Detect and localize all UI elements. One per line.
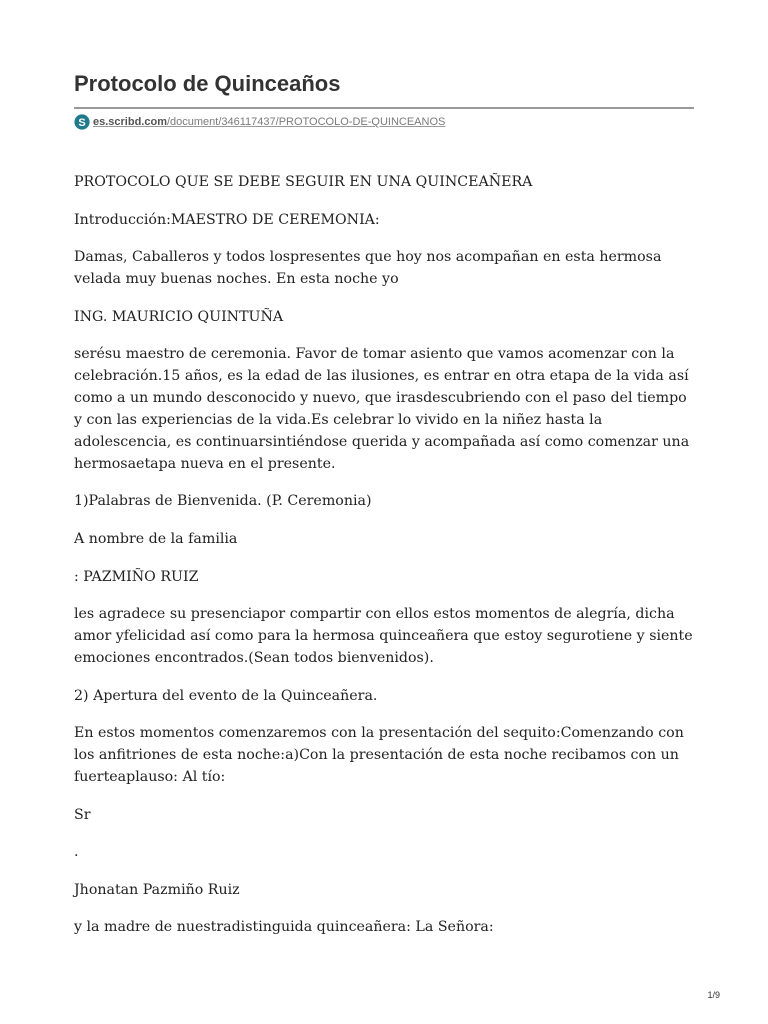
paragraph: y la madre de nuestradistinguida quinceañera: La Señora: xyxy=(74,919,494,936)
paragraph: : PAZMIÑO RUIZ xyxy=(74,568,199,585)
source-line xyxy=(74,113,445,131)
paragraph: En estos momentos comenzaremos con la presentación del sequito:Comenzando con los anfitriones de esta noche:a)Con la presentación de esta noche recibamos con un fuerteaplauso: Al tío: xyxy=(74,725,684,785)
paragraph: serésu maestro de ceremonia. Favor de tomar asiento que vamos acomenzar con la celebración.15 años, es la edad de las ilusiones, es entrar en otra etapa de la vida así como a un mundo desconocido y nuevo, que irasdescubriendo con el paso del tiempo y con las experiencias de la vida.Es celebrar lo vivido en la niñez hasta la adolescencia, es continuarsintiéndose querida y acompañada así como comenzar una hermosaetapa nueva en el presente. xyxy=(74,346,690,472)
page-number: 1/9 xyxy=(707,990,720,1000)
document-body xyxy=(74,172,699,955)
title-divider xyxy=(74,107,694,109)
source-domain: es.scribd.com xyxy=(93,116,167,128)
svg-text:S: S xyxy=(78,117,86,129)
paragraph: 1)Palabras de Bienvenida. (P. Ceremonia) xyxy=(74,493,372,510)
paragraph: Introducción:MAESTRO DE CEREMONIA: xyxy=(74,211,380,228)
paragraph: PROTOCOLO QUE SE DEBE SEGUIR EN UNA QUINCEAÑERA xyxy=(74,174,533,190)
paragraph: Damas, Caballeros y todos lospresentes que hoy nos acompañan en esta hermosa velada muy buenas noches. En esta noche yo xyxy=(74,249,662,288)
paragraph: ING. MAURICIO QUINTUÑA xyxy=(74,308,284,325)
source-link[interactable] xyxy=(93,113,445,131)
paragraph: 2) Apertura del evento de la Quinceañera. xyxy=(74,687,378,704)
paragraph: les agradece su presenciapor compartir con ellos estos momentos de alegría, dicha amor yfelicidad así como para la hermosa quinceañera que estoy segurotiene y siente emociones encontrados.(Sean todos bienvenidos). xyxy=(74,606,693,666)
paragraph: . xyxy=(74,844,79,861)
document-title: Protocolo de Quinceaños xyxy=(74,71,341,96)
paragraph: Sr xyxy=(74,806,91,823)
scribd-logo-icon xyxy=(74,114,90,130)
paragraph: A nombre de la familia xyxy=(74,531,238,547)
source-path: /document/346117437/PROTOCOLO-DE-QUINCEANOS xyxy=(166,116,446,128)
paragraph: Jhonatan Pazmiño Ruiz xyxy=(74,881,240,898)
